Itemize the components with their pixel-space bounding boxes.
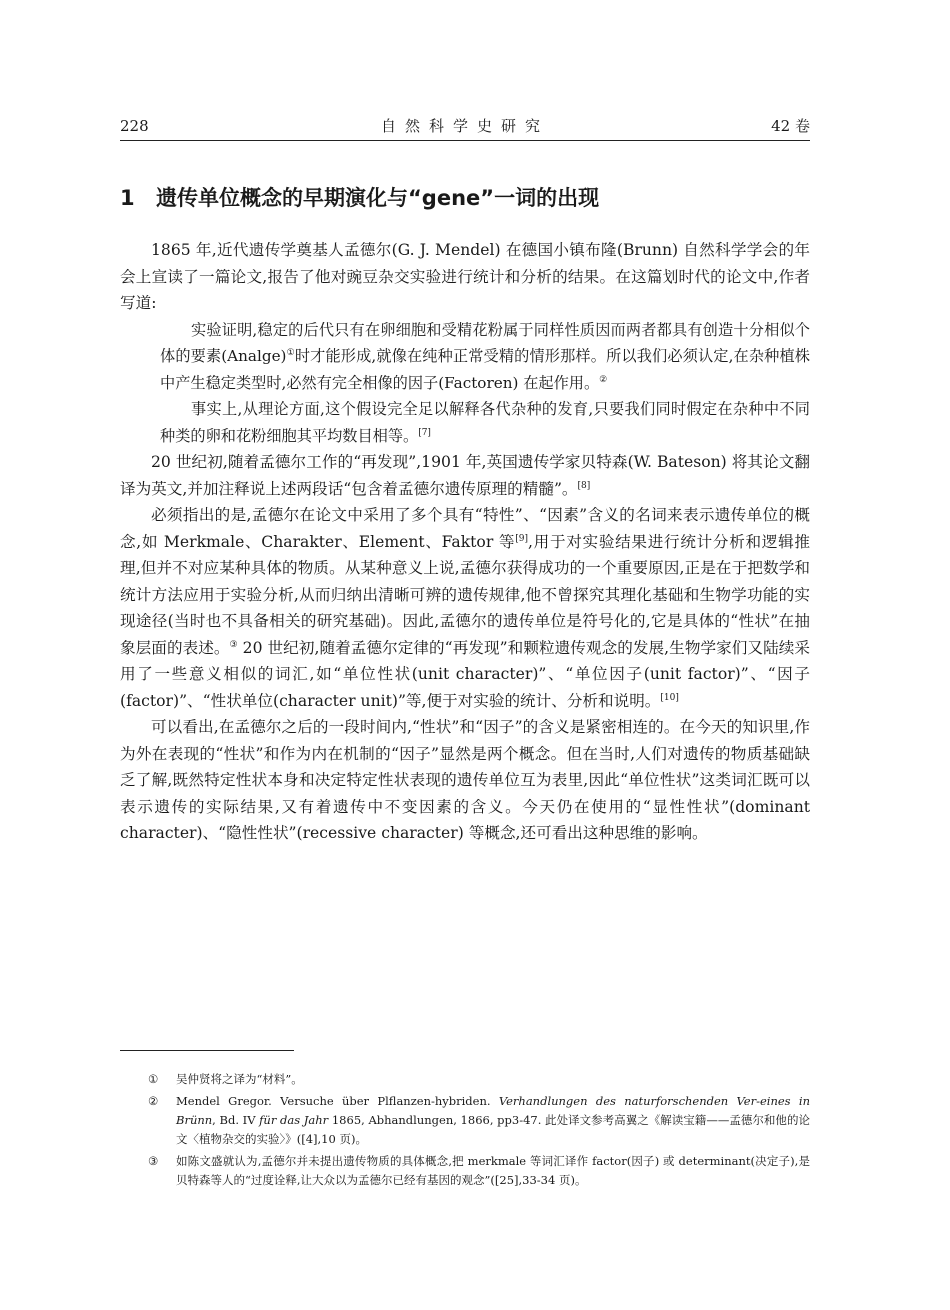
footnotes — [120, 1070, 810, 1193]
footnote-2-year-label: für das Jahr — [259, 1113, 329, 1127]
citation-ref-8[interactable]: [8] — [577, 480, 591, 491]
body-text — [120, 237, 810, 847]
section-title: 遗传单位概念的早期演化与“gene”一词的出现 — [156, 186, 600, 210]
paragraph-2 — [120, 449, 810, 502]
citation-ref-7[interactable]: [7] — [418, 427, 431, 438]
footnote-mark: ② — [148, 1094, 159, 1108]
footnote-2 — [120, 1092, 810, 1149]
paragraph-3 — [120, 502, 810, 714]
quote-paragraph-2 — [160, 396, 810, 449]
footnote-3 — [120, 1152, 810, 1190]
section-number: 1 — [120, 186, 135, 210]
block-quote — [120, 317, 810, 450]
volume-label: 42 卷 — [771, 117, 810, 135]
section-heading — [120, 183, 810, 213]
paragraph-1: 1865 年,近代遗传学奠基人孟德尔(G. J. Mendel) 在德国小镇布隆(Brunn) 自然科学学会的年会上宣读了一篇论文,报告了他对豌豆杂交实验进行统计和分析的结果。在这篇划时代的论文中,作者写道: — [120, 241, 810, 312]
citation-ref-9[interactable]: [9] — [515, 533, 528, 544]
footnote-text — [176, 1092, 810, 1149]
footnote-2-part-b: , Bd. IV — [212, 1113, 260, 1127]
footnote-2-journal: Verhandlungen des naturforschenden Ver-eines in Brünn — [176, 1094, 810, 1127]
footnote-marker-3[interactable]: ③ — [229, 639, 238, 650]
footnote-marker-1[interactable]: ① — [286, 348, 295, 358]
quote-1-text-a: 实验证明,稳定的后代只有在卵细胞和受精花粉属于同样性质因而两者都具有创造十分相似个体的要素(Analge) — [160, 320, 810, 365]
quote-paragraph-1 — [160, 317, 810, 397]
quote-1-text-b: 时才能形成,就像在纯种正常受精的情形那样。所以我们必须认定,在杂种植株中产生稳定类型时,必然有完全相像的因子(Factoren) 在起作用。 — [160, 347, 810, 392]
paragraph-3-text-a: 必须指出的是,孟德尔在论文中采用了多个具有“特性”、“因素”含义的名词来表示遗传单位的概念,如 Merkmale、Charakter、Element、Faktor 等 — [120, 506, 810, 551]
journal-title: 自然科学史研究 — [380, 117, 549, 135]
footnote-2-part-c: 1865, Abhandlungen, 1866, pp3-47. 此处译文参考高翼之《解读宝籍——孟德尔和他的论文〈植物杂交的实验〉》([4],10 页)。 — [176, 1113, 810, 1146]
footnote-mark: ① — [148, 1072, 159, 1086]
page-number: 228 — [120, 117, 149, 135]
paragraph-4: 可以看出,在孟德尔之后的一段时间内,“性状”和“因子”的含义是紧密相连的。在今天的知识里,作为外在表现的“性状”和作为内在机制的“因子”显然是两个概念。但在当时,人们对遗传的物质基础缺乏了解,既然特定性状本身和决定特定性状表现的遗传单位互为表里,因此“单位性状”这类词汇既可以表示遗传的实际结果,又有着遗传中不变因素的含义。今天仍在使用的“显性性状”(dominant character)、“隐性性状”(recessive character) 等概念,还可看出这种思维的影响。 — [120, 718, 810, 842]
paragraph-2-text: 20 世纪初,随着孟德尔工作的“再发现”,1901 年,英国遗传学家贝特森(W. Bateson) 将其论文翻译为英文,并加注释说上述两段话“包含着孟德尔遗传原理的精髓”。 — [120, 453, 810, 498]
footnote-text: 如陈文盛就认为,孟德尔并未提出遗传物质的具体概念,把 merkmale 等词汇译作 factor(因子) 或 determinant(决定子),是贝特森等人的“过度诠释,让大众以为孟德尔已经有基因的观念”([25],33-34 页)。 — [176, 1154, 810, 1187]
header-rule — [120, 140, 810, 141]
footnote-2-part-a: Mendel Gregor. Versuche über Plflanzen-hybriden. — [176, 1094, 499, 1108]
footnote-rule — [120, 1050, 294, 1051]
footnote-1 — [120, 1070, 810, 1089]
footnote-mark: ③ — [148, 1154, 159, 1168]
quote-2-text: 事实上,从理论方面,这个假设完全足以解释各代杂种的发育,只要我们同时假定在杂种中不同种类的卵和花粉细胞其平均数目相等。 — [160, 400, 810, 445]
footnote-marker-2[interactable]: ② — [599, 374, 608, 385]
paragraph-3-text-b: ,用于对实验结果进行统计分析和逻辑推理,但并不对应某种具体的物质。从某种意义上说,孟德尔获得成功的一个重要原因,正是在于把数学和统计方法应用于实验分析,从而归纳出清晰可辨的遗传规律,他不曾探究其理化基础和生物学功能的实现途径(当时也不具备相关的研究基础)。因此,孟德尔的遗传单位是符号化的,它是具体的“性状”在抽象层面的表述。 — [120, 532, 810, 657]
footnote-text: 吴仲贤将之译为“材料”。 — [176, 1072, 303, 1086]
citation-ref-10[interactable]: [10] — [660, 692, 679, 703]
running-header — [120, 114, 810, 138]
paragraph-3-text-c: 20 世纪初,随着孟德尔定律的“再发现”和颗粒遗传观念的发展,生物学家们又陆续采用了一些意义相似的词汇,如“单位性状(unit character)”、“单位因子(unit factor)”、“因子(factor)”、“性状单位(character unit)”等,便于对实验的统计、分析和说明。 — [120, 638, 810, 710]
